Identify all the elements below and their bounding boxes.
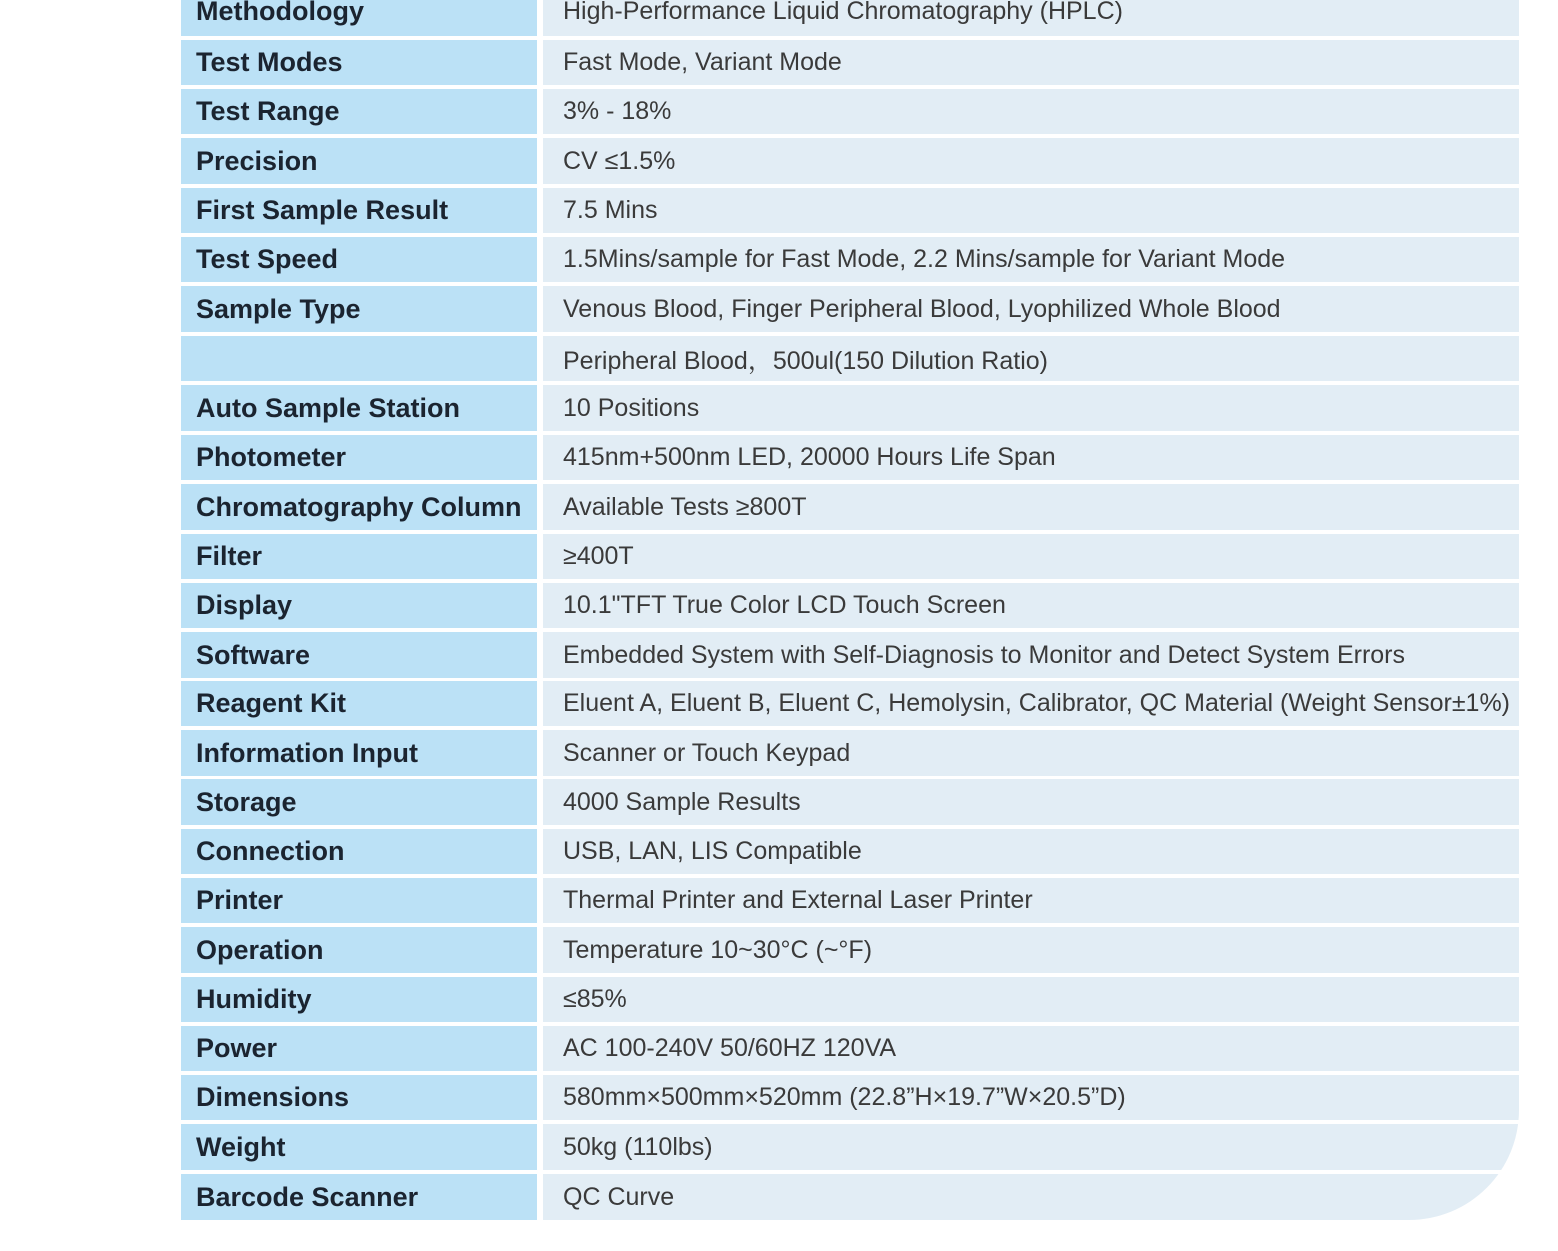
spec-value: Available Tests ≥800T: [543, 484, 1519, 530]
spec-value: Eluent A, Eluent B, Eluent C, Hemolysin, Calibrator, QC Material (Weight Sensor±1%): [543, 681, 1519, 726]
spec-label: Dimensions: [181, 1075, 537, 1120]
spec-label: Filter: [181, 534, 537, 579]
spec-row: [181, 138, 1519, 184]
spec-value: Peripheral Blood，500ul(150 Dilution Ratio): [543, 336, 1519, 381]
spec-label: Reagent Kit: [181, 681, 537, 726]
spec-label: Test Speed: [181, 237, 537, 282]
spec-value: 10.1"TFT True Color LCD Touch Screen: [543, 583, 1519, 628]
spec-table: [181, 0, 1519, 1220]
spec-value: 580mm×500mm×520mm (22.8”H×19.7”W×20.5”D): [543, 1075, 1519, 1120]
spec-row: [181, 435, 1519, 480]
spec-row: [181, 779, 1519, 825]
spec-row: [181, 730, 1519, 776]
spec-label: Storage: [181, 779, 537, 825]
spec-value: 3% - 18%: [543, 89, 1519, 134]
spec-row: [181, 1174, 1519, 1220]
spec-label: Auto Sample Station: [181, 385, 537, 431]
spec-row: [181, 188, 1519, 233]
spec-value: Scanner or Touch Keypad: [543, 730, 1519, 776]
spec-row: [181, 336, 1519, 381]
spec-label: Operation: [181, 927, 537, 973]
spec-label: Weight: [181, 1124, 537, 1170]
spec-value: 50kg (110lbs): [543, 1124, 1519, 1170]
spec-row: [181, 40, 1519, 85]
spec-value: 1.5Mins/sample for Fast Mode, 2.2 Mins/sample for Variant Mode: [543, 237, 1519, 282]
spec-row: [181, 632, 1519, 678]
spec-label: Connection: [181, 829, 537, 874]
spec-row: [181, 89, 1519, 134]
spec-value: 7.5 Mins: [543, 188, 1519, 233]
spec-row: [181, 977, 1519, 1022]
spec-value: AC 100-240V 50/60HZ 120VA: [543, 1026, 1519, 1071]
spec-label: Chromatography Column: [181, 484, 537, 530]
spec-label: [181, 336, 537, 381]
spec-value: 415nm+500nm LED, 20000 Hours Life Span: [543, 435, 1519, 480]
spec-row: [181, 534, 1519, 579]
spec-label: Photometer: [181, 435, 537, 480]
spec-value: ≥400T: [543, 534, 1519, 579]
spec-value: High-Performance Liquid Chromatography (HPLC): [543, 0, 1519, 36]
spec-value: QC Curve: [543, 1174, 1519, 1220]
spec-row: [181, 0, 1519, 36]
spec-label: Power: [181, 1026, 537, 1071]
spec-row: [181, 1124, 1519, 1170]
spec-label: Information Input: [181, 730, 537, 776]
spec-row: [181, 286, 1519, 332]
spec-label: Sample Type: [181, 286, 537, 332]
spec-label: Precision: [181, 138, 537, 184]
spec-value: Venous Blood, Finger Peripheral Blood, Lyophilized Whole Blood: [543, 286, 1519, 332]
spec-value: CV ≤1.5%: [543, 138, 1519, 184]
spec-label: Display: [181, 583, 537, 628]
spec-value: 10 Positions: [543, 385, 1519, 431]
spec-row: [181, 878, 1519, 923]
spec-label: Humidity: [181, 977, 537, 1022]
spec-label: Test Range: [181, 89, 537, 134]
spec-value: Fast Mode, Variant Mode: [543, 40, 1519, 85]
spec-label: Software: [181, 632, 537, 678]
spec-row: [181, 1075, 1519, 1120]
spec-row: [181, 583, 1519, 628]
spec-label: Printer: [181, 878, 537, 923]
spec-row: [181, 1026, 1519, 1071]
spec-value: Thermal Printer and External Laser Printer: [543, 878, 1519, 923]
spec-label: Barcode Scanner: [181, 1174, 537, 1220]
spec-value: 4000 Sample Results: [543, 779, 1519, 825]
spec-row: [181, 484, 1519, 530]
spec-row: [181, 829, 1519, 874]
spec-label: Test Modes: [181, 40, 537, 85]
spec-value: Embedded System with Self-Diagnosis to Monitor and Detect System Errors: [543, 632, 1519, 678]
spec-value: USB, LAN, LIS Compatible: [543, 829, 1519, 874]
spec-row: [181, 237, 1519, 282]
spec-label: Methodology: [181, 0, 537, 36]
spec-row: [181, 385, 1519, 431]
spec-value: ≤85%: [543, 977, 1519, 1022]
spec-row: [181, 681, 1519, 726]
spec-value: Temperature 10~30°C (~°F): [543, 927, 1519, 973]
spec-label: First Sample Result: [181, 188, 537, 233]
spec-row: [181, 927, 1519, 973]
